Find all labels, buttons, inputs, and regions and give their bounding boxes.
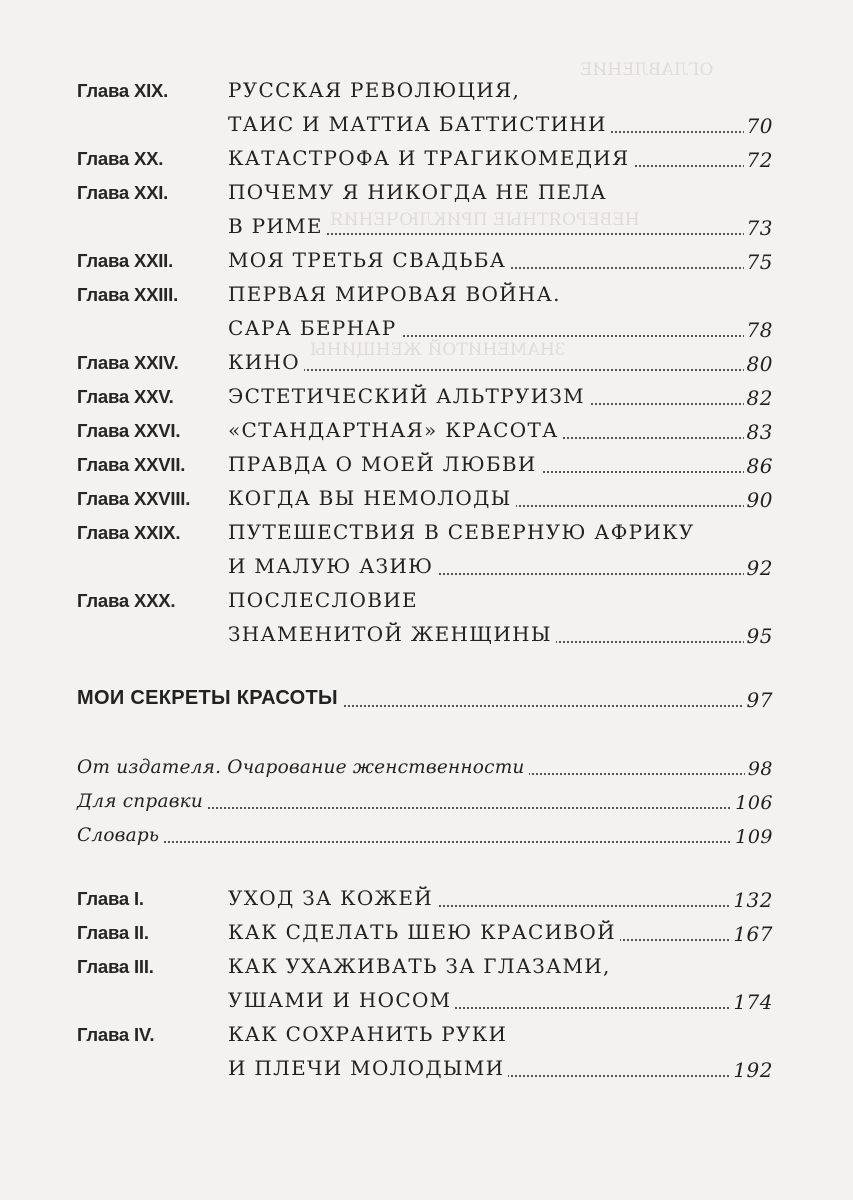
page-number: 98 [745,758,773,780]
toc-entry[interactable] [0,174,853,208]
toc-entry[interactable] [0,880,853,914]
chapter-number: Глава XXVII. [77,454,186,475]
toc-entry[interactable] [0,1016,853,1050]
toc-entry-continued[interactable] [0,208,853,242]
toc-entry-continued[interactable] [0,548,853,582]
toc-entry[interactable] [0,412,853,446]
toc-entry[interactable] [0,242,853,276]
chapter-title-line2: САРА БЕРНАР [228,316,401,340]
chapter-title: ЭСТЕТИЧЕСКИЙ АЛЬТРУИЗМ [228,384,589,408]
chapter-title: МОЯ ТРЕТЬЯ СВАДЬБА [228,248,510,272]
dot-leader [228,369,749,371]
chapter-number: Глава III. [77,956,154,977]
page-number: 70 [744,114,773,138]
page-number: 92 [744,556,773,580]
chapter-title: ПУТЕШЕСТВИЯ В СЕВЕРНУЮ АФРИКУ [228,520,699,544]
page-number: 109 [732,826,773,848]
chapter-title: КАК СОХРАНИТЬ РУКИ [228,1022,511,1046]
chapter-number: Глава XXII. [77,250,174,271]
bleed-through-text: ОГЛАВЛЕНИЕ [580,60,714,80]
front-matter-title: От издателя. Очарование женственности [77,757,529,778]
toc-entry-front-matter[interactable] [0,748,853,782]
chapter-number: Глава XXVIII. [77,488,191,509]
page-number: 72 [744,148,773,172]
bleed-through-text: ЗНАМЕНИТОЙ ЖЕНЩИНЫ [310,340,566,360]
chapter-number: Глава XIX. [77,80,169,101]
chapter-number: Глава XXX. [77,590,176,611]
chapter-title: ПОЧЕМУ Я НИКОГДА НЕ ПЕЛА [228,180,611,204]
chapter-number: Глава I. [77,888,144,909]
chapter-title: КАК УХАЖИВАТЬ ЗА ГЛАЗАМИ, [228,954,615,978]
toc-entry[interactable] [0,72,853,106]
toc-entry[interactable] [0,480,853,514]
page-number: 90 [744,488,773,512]
chapter-number: Глава II. [77,922,149,943]
front-matter-title: Для справки [77,791,207,812]
page-number: 174 [730,990,773,1014]
chapter-number: Глава XX. [77,148,164,169]
chapter-number: Глава IV. [77,1024,155,1045]
toc-entry-front-matter[interactable] [0,782,853,816]
page-number: 86 [744,454,773,478]
page-number: 97 [744,688,773,712]
chapter-title: «СТАНДАРТНАЯ» КРАСОТА [228,418,563,442]
chapter-title-line2: ЗНАМЕНИТОЙ ЖЕНЩИНЫ [228,622,556,646]
toc-entry-continued[interactable] [0,982,853,1016]
chapter-title-line2: В РИМЕ [228,214,327,238]
toc-entry[interactable] [0,378,853,412]
toc-entry-continued[interactable] [0,106,853,140]
toc-section-beauty-secrets[interactable] [0,680,853,714]
toc-entry[interactable] [0,344,853,378]
page-number: 80 [744,352,773,376]
dot-leader [77,841,749,843]
toc-entry-front-matter[interactable] [0,816,853,850]
toc-entry[interactable] [0,276,853,310]
chapter-number: Глава XXIX. [77,522,181,543]
chapter-title: КАК СДЕЛАТЬ ШЕЮ КРАСИВОЙ [228,920,620,944]
chapter-title-line2: УШАМИ И НОСОМ [228,988,455,1012]
page-number: 167 [730,922,773,946]
toc-entry-continued[interactable] [0,616,853,650]
toc-entry[interactable] [0,140,853,174]
toc-entry[interactable] [0,948,853,982]
chapter-title-line2: И ПЛЕЧИ МОЛОДЫМИ [228,1056,508,1080]
chapter-title: КОГДА ВЫ НЕМОЛОДЫ [228,486,516,510]
page-number: 75 [744,250,773,274]
toc-entry-continued[interactable] [0,1050,853,1084]
chapter-number: Глава XXV. [77,386,174,407]
chapter-number: Глава XXI. [77,182,169,203]
chapter-title: КАТАСТРОФА И ТРАГИКОМЕДИЯ [228,146,633,170]
chapter-title-line2: И МАЛУЮ АЗИЮ [228,554,437,578]
page-number: 78 [744,318,773,342]
chapter-title: КИНО [228,350,304,374]
chapter-title: РУССКАЯ РЕВОЛЮЦИЯ, [228,78,524,102]
chapter-title: ПЕРВАЯ МИРОВАЯ ВОЙНА. [228,282,565,306]
bleed-through-text: НЕВЕРОЯТНЫЕ ПРИКЛЮЧЕНИЯ [330,210,640,230]
toc-entry[interactable] [0,514,853,548]
toc-entry[interactable] [0,446,853,480]
chapter-title-line2: ТАИС И МАТТИА БАТТИСТИНИ [228,112,611,136]
page-number: 83 [744,420,773,444]
chapter-title: УХОД ЗА КОЖЕЙ [228,886,437,910]
page-number: 106 [732,792,773,814]
chapter-number: Глава XXIII. [77,284,179,305]
page-number: 73 [744,216,773,240]
chapter-title: ПОСЛЕСЛОВИЕ [228,588,422,612]
page-number: 82 [744,386,773,410]
toc-entry[interactable] [0,582,853,616]
chapter-number: Глава XXIV. [77,352,179,373]
chapter-number: Глава XXVI. [77,420,181,441]
toc-entry[interactable] [0,914,853,948]
page-number: 132 [730,888,773,912]
chapter-title: ПРАВДА О МОЕЙ ЛЮБВИ [228,452,541,476]
page-number: 192 [730,1058,773,1082]
section-title: МОИ СЕКРЕТЫ КРАСОТЫ [77,687,342,710]
toc-entry-continued[interactable] [0,310,853,344]
front-matter-title: Словарь [77,825,163,846]
page-number: 95 [744,624,773,648]
